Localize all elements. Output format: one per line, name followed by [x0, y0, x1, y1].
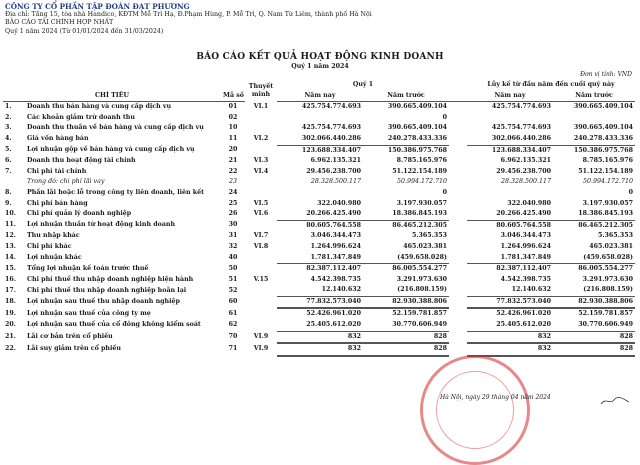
row-indicator: Lãi cơ bản trên cổ phiếu — [27, 332, 113, 340]
row-indicator: Doanh thu bán hàng và cung cấp dịch vụ — [27, 103, 172, 111]
row-number: 2. — [5, 113, 12, 121]
row-q-this-year: 425.754.774.693 — [301, 103, 361, 111]
row-q-this-year: 6.962.135.321 — [310, 157, 361, 165]
row-q-this-year: 3.046.344.473 — [310, 232, 361, 240]
row-q-this-year: 4.542.398.735 — [310, 275, 361, 283]
row-q-last-year: 30.770.606.949 — [392, 321, 448, 329]
table-row — [3, 320, 635, 331]
row-note — [245, 285, 277, 296]
company-seal-inner — [436, 371, 514, 449]
row-q-this-year: 52.426.961.020 — [306, 310, 361, 318]
row-y-this-year: 4.542.398.735 — [500, 275, 552, 283]
row-note: VI.1 — [253, 102, 269, 110]
spacer — [449, 296, 467, 308]
table-row — [3, 177, 635, 188]
row-indicator: Tổng lợi nhuận kế toán trước thuế — [27, 264, 149, 272]
table-row — [3, 308, 635, 320]
spacer — [449, 264, 467, 275]
row-q-last-year: 3.197.930.057 — [396, 199, 448, 207]
row-code: 23 — [228, 178, 237, 186]
row-code: 30 — [228, 221, 238, 229]
row-code: 24 — [228, 188, 238, 196]
row-y-this-year: 25.405.612.020 — [496, 321, 552, 329]
table-row — [3, 285, 635, 296]
row-code: 20 — [228, 146, 238, 154]
col-indicator-header: CHỈ TIÊU — [3, 91, 221, 102]
row-y-last-year: 52.159.781.857 — [578, 310, 634, 318]
row-q-last-year: 8.785.165.976 — [396, 157, 448, 165]
table-row — [3, 113, 635, 124]
row-note: VI.7 — [253, 232, 269, 240]
row-number: 11. — [5, 221, 16, 229]
row-note — [245, 145, 277, 156]
row-y-last-year: 465.023.381 — [589, 242, 634, 250]
spacer — [449, 308, 467, 320]
spacer — [449, 199, 467, 210]
row-y-this-year: 6.962.135.321 — [500, 157, 552, 165]
row-number: 8. — [5, 188, 12, 196]
row-code: 70 — [228, 332, 238, 340]
row-y-this-year: 20.266.425.490 — [496, 210, 552, 218]
row-number: 6. — [5, 157, 12, 165]
row-code: 01 — [228, 103, 238, 111]
table-row — [3, 231, 635, 242]
col-y-last-year: Năm trước — [553, 91, 635, 102]
row-q-last-year: 82.930.388.806 — [363, 296, 449, 308]
row-y-last-year: 240.278.433.336 — [573, 134, 634, 142]
row-note — [245, 177, 277, 188]
row-code: 71 — [228, 345, 238, 353]
row-y-this-year: 425.754.774.693 — [491, 103, 552, 111]
row-code: 22 — [228, 167, 238, 175]
row-number: 3. — [5, 124, 12, 132]
row-y-this-year: 832 — [467, 343, 553, 356]
row-q-last-year: 18.386.845.193 — [392, 210, 448, 218]
table-row — [3, 209, 635, 220]
row-q-this-year: 82.387.112.407 — [277, 264, 363, 275]
row-code: 32 — [228, 242, 238, 250]
spacer — [449, 285, 467, 296]
row-q-this-year: 322.040.980 — [317, 199, 361, 207]
row-q-this-year: 28.328.500.117 — [310, 178, 361, 186]
row-number: 12. — [5, 232, 16, 240]
row-note — [245, 253, 277, 264]
row-number: 19. — [5, 309, 16, 317]
row-code: 11 — [228, 135, 238, 143]
row-q-this-year: 1.781.347.849 — [310, 253, 361, 261]
row-number: 18. — [5, 298, 16, 306]
row-indicator: Chi phí tài chính — [27, 167, 87, 175]
row-q-this-year: 20.266.425.490 — [306, 210, 361, 218]
row-q-last-year: 390.665.409.104 — [387, 103, 448, 111]
row-y-this-year: 302.066.440.286 — [491, 134, 552, 142]
row-indicator: Lợi nhuận thuần từ hoạt động kinh doanh — [27, 221, 176, 229]
row-y-last-year: 150.386.975.768 — [553, 145, 635, 156]
row-note — [245, 188, 277, 199]
row-note — [245, 123, 277, 134]
table-row — [3, 145, 635, 156]
row-y-last-year: 3.291.973.630 — [582, 275, 634, 283]
row-y-last-year: 828 — [553, 331, 635, 343]
signing-date: Hà Nội, ngày 29 tháng 04 năm 2024 — [440, 394, 551, 401]
row-y-last-year: 18.386.845.193 — [578, 210, 634, 218]
row-number: 16. — [5, 275, 16, 283]
row-q-this-year: 302.066.440.286 — [301, 134, 361, 142]
row-note: VI.8 — [253, 242, 269, 250]
currency-unit: Đơn vị tính: VND — [580, 71, 632, 78]
table-row — [3, 253, 635, 264]
row-y-this-year: 123.688.334.407 — [467, 145, 553, 156]
row-y-this-year: 425.754.774.693 — [491, 124, 552, 132]
row-indicator: Doanh thu thuần về bán hàng và cung cấp dịch vụ — [27, 124, 204, 132]
spacer — [449, 220, 467, 231]
row-code: 50 — [228, 264, 238, 272]
spacer — [449, 253, 467, 264]
row-note — [245, 296, 277, 308]
row-y-this-year — [467, 188, 553, 199]
row-q-this-year: 1.264.996.624 — [310, 242, 361, 250]
col-ytd-header: Lũy kế từ đầu năm đến cuối quý này — [487, 81, 615, 88]
spacer — [449, 231, 467, 242]
row-indicator: Chi phí khác — [27, 242, 72, 250]
spacer — [449, 188, 467, 199]
row-y-this-year: 1.264.996.624 — [500, 242, 552, 250]
row-q-this-year: 12.140.632 — [321, 286, 361, 294]
row-indicator: Lợi nhuận sau thuế thu nhập doanh nghiệp — [27, 298, 180, 306]
row-indicator: Lợi nhuận sau thuế của cổ đông không kiểm soát — [27, 321, 201, 329]
row-note: VI.2 — [253, 135, 269, 143]
row-q-last-year: 390.665.409.104 — [387, 124, 448, 132]
row-q-last-year: 828 — [363, 343, 449, 356]
table-row — [3, 275, 635, 286]
document-header — [5, 3, 372, 36]
row-y-this-year: 29.456.238.700 — [496, 167, 552, 175]
row-q-this-year: 77.832.573.040 — [277, 296, 363, 308]
row-y-this-year: 1.781.347.849 — [500, 253, 552, 261]
row-note — [245, 220, 277, 231]
row-q-this-year: 425.754.774.693 — [301, 124, 361, 132]
row-indicator: Giá vốn hàng bán — [27, 135, 89, 143]
table-row — [3, 220, 635, 231]
spacer — [449, 123, 467, 134]
spacer — [449, 156, 467, 167]
row-q-last-year: 150.386.975.768 — [363, 145, 449, 156]
spacer — [449, 320, 467, 331]
row-code: 10 — [228, 124, 238, 132]
spacer — [449, 242, 467, 253]
spacer — [449, 275, 467, 286]
row-q-last-year: 0 — [442, 113, 448, 121]
table-row — [3, 188, 635, 199]
spacer — [449, 167, 467, 178]
row-y-last-year: 828 — [553, 343, 635, 356]
row-number — [3, 177, 25, 188]
spacer — [449, 102, 467, 113]
row-note: VI.5 — [253, 199, 269, 207]
income-statement-table — [3, 80, 635, 357]
row-y-this-year: 3.046.344.473 — [500, 232, 552, 240]
row-code: 51 — [228, 275, 238, 283]
row-code: 40 — [228, 253, 238, 261]
row-code: 62 — [228, 321, 238, 329]
row-y-this-year: 82.387.112.407 — [467, 264, 553, 275]
row-indicator: Chi phí bán hàng — [27, 199, 88, 207]
row-y-this-year — [467, 113, 553, 124]
row-y-last-year: 86.465.212.305 — [553, 220, 635, 231]
spacer — [449, 343, 467, 356]
row-q-this-year: 832 — [277, 331, 363, 343]
row-indicator: Chi phí thuế thu nhập doanh nghiệp hiện hành — [27, 275, 194, 283]
spacer — [449, 134, 467, 145]
row-number: 17. — [5, 286, 16, 294]
row-note — [245, 308, 277, 320]
row-number: 9. — [5, 199, 12, 207]
row-q-last-year: 5.365.353 — [411, 232, 448, 240]
row-code: 25 — [228, 199, 238, 207]
row-indicator: Lợi nhuận khác — [27, 253, 82, 261]
table-row — [3, 264, 635, 275]
spacer — [449, 177, 467, 188]
row-indicator: Chi phí thuế thu nhập doanh nghiệp hoãn lại — [27, 286, 187, 294]
spacer — [449, 145, 467, 156]
row-y-last-year: 50.994.172.710 — [582, 178, 634, 186]
row-y-this-year: 322.040.980 — [507, 199, 552, 207]
row-y-last-year: 51.122.154.189 — [578, 167, 634, 175]
row-indicator: Lãi suy giảm trên cổ phiếu — [27, 345, 121, 353]
row-note: VI.6 — [253, 210, 269, 218]
col-q-last-year: Năm trước — [363, 91, 449, 102]
signature-mark — [600, 396, 630, 406]
row-code: 61 — [228, 309, 238, 317]
row-y-last-year: (216.808.159) — [583, 286, 634, 294]
row-q-last-year: 51.122.154.189 — [392, 167, 448, 175]
row-note: VI.9 — [253, 332, 269, 340]
row-q-this-year: 29.456.238.700 — [306, 167, 361, 175]
row-y-last-year: (459.658.028) — [583, 253, 634, 261]
row-q-last-year: 86.005.554.277 — [363, 264, 449, 275]
row-code: 21 — [228, 157, 238, 165]
col-note-header: Thuyết minh — [248, 82, 274, 98]
spacer — [449, 209, 467, 220]
row-q-last-year: 52.159.781.857 — [392, 310, 448, 318]
col-y-this-year: Năm nay — [467, 91, 553, 102]
row-y-last-year: 390.665.409.104 — [573, 103, 634, 111]
row-number: 21. — [5, 332, 16, 340]
row-y-last-year: 3.197.930.057 — [582, 199, 634, 207]
row-note: VI.9 — [253, 345, 269, 353]
row-q-this-year: 25.405.612.020 — [306, 321, 361, 329]
row-q-last-year: (459.658.028) — [397, 253, 448, 261]
row-q-last-year: 3.291.973.630 — [396, 275, 448, 283]
table-row — [3, 134, 635, 145]
row-note: V.15 — [253, 275, 269, 283]
row-note — [245, 113, 277, 124]
row-q-last-year: 240.278.433.336 — [387, 134, 448, 142]
row-y-this-year: 28.328.500.117 — [500, 178, 552, 186]
col-quarter-header: Quý 1 — [352, 81, 374, 88]
row-indicator: Lợi nhuận sau thuế của công ty mẹ — [27, 309, 151, 317]
row-q-this-year — [277, 188, 363, 199]
row-number: 4. — [5, 135, 12, 143]
table-row — [3, 123, 635, 134]
row-q-this-year — [277, 113, 363, 124]
row-number: 15. — [5, 264, 16, 272]
report-type: BÁO CÁO TÀI CHÍNH HỢP NHẤT — [5, 19, 114, 27]
col-q-this-year: Năm nay — [277, 91, 363, 102]
row-indicator: Lợi nhuận gộp về bán hàng và cung cấp dịch vụ — [27, 146, 195, 154]
row-indicator: Thu nhập khác — [27, 232, 80, 240]
row-note: VI.4 — [253, 167, 269, 175]
row-y-last-year: 0 — [628, 188, 634, 196]
row-code: 26 — [228, 210, 238, 218]
row-number: 13. — [5, 242, 16, 250]
table-row — [3, 296, 635, 308]
row-number: 5. — [5, 146, 12, 154]
row-q-this-year: 80.605.764.558 — [277, 220, 363, 231]
row-y-last-year: 82.930.388.806 — [553, 296, 635, 308]
table-row — [3, 102, 635, 113]
row-y-last-year: 86.005.554.277 — [553, 264, 635, 275]
row-note: VI.3 — [253, 157, 269, 165]
spacer — [449, 331, 467, 343]
row-y-this-year: 12.140.632 — [511, 286, 552, 294]
table-row — [3, 343, 635, 356]
row-q-last-year: 828 — [363, 331, 449, 343]
row-y-this-year: 77.832.573.040 — [467, 296, 553, 308]
row-indicator: Phần lãi hoặc lỗ trong công ty liên doanh, liên kết — [27, 188, 205, 196]
row-y-last-year: 5.365.353 — [597, 232, 634, 240]
row-q-last-year: 50.994.172.710 — [396, 178, 448, 186]
row-indicator: Trong đó: chi phí lãi vay — [27, 178, 105, 186]
company-address: Địa chỉ: Tầng 15, tòa nhà Handico, KĐTM Mễ Trì Hạ, Đ.Phạm Hùng, P. Mễ Trì, Q. Nam Từ Liêm, thành phố Hà Nội — [5, 11, 372, 19]
table-row — [3, 156, 635, 167]
row-number: 7. — [5, 167, 12, 175]
row-q-last-year: 86.465.212.305 — [363, 220, 449, 231]
row-number: 10. — [5, 210, 16, 218]
row-y-last-year: 30.770.606.949 — [578, 321, 634, 329]
row-code: 60 — [228, 298, 238, 306]
row-note — [245, 320, 277, 331]
row-indicator: Chi phí quản lý doanh nghiệp — [27, 210, 132, 218]
row-indicator: Các khoản giảm trừ doanh thu — [27, 113, 135, 121]
row-note — [245, 264, 277, 275]
spacer — [449, 113, 467, 124]
report-title: BÁO CÁO KẾT QUẢ HOẠT ĐỘNG KINH DOANH — [196, 52, 444, 62]
row-y-last-year — [553, 113, 635, 124]
row-number: 20. — [5, 321, 16, 329]
row-y-this-year: 80.605.764.558 — [467, 220, 553, 231]
row-q-last-year: 465.023.381 — [403, 242, 448, 250]
company-name: CÔNG TY CỔ PHẦN TẬP ĐOÀN ĐẠT PHƯƠNG — [5, 2, 190, 11]
table-row — [3, 167, 635, 178]
row-q-last-year: 0 — [442, 188, 448, 196]
table-row — [3, 242, 635, 253]
row-code: 02 — [228, 113, 238, 121]
row-q-last-year: (216.808.159) — [397, 286, 448, 294]
row-q-this-year: 832 — [277, 343, 363, 356]
report-period: Quý 1 năm 2024 (Từ 01/01/2024 đến 31/03/2024) — [5, 27, 164, 35]
col-code-header: Mã số — [221, 91, 245, 102]
report-subtitle: Quý 1 năm 2024 — [291, 63, 349, 70]
row-number: 1. — [5, 103, 12, 111]
table-row — [3, 199, 635, 210]
row-indicator: Doanh thu hoạt động tài chính — [27, 157, 136, 165]
row-q-this-year: 123.688.334.407 — [277, 145, 363, 156]
row-number: 14. — [5, 253, 16, 261]
row-y-last-year: 390.665.409.104 — [573, 124, 634, 132]
row-y-last-year: 8.785.165.976 — [582, 157, 634, 165]
row-number: 22. — [5, 345, 16, 353]
row-code: 31 — [228, 232, 238, 240]
row-code: 52 — [228, 286, 238, 294]
row-y-this-year: 832 — [467, 331, 553, 343]
row-y-this-year: 52.426.961.020 — [496, 310, 552, 318]
table-row — [3, 331, 635, 343]
